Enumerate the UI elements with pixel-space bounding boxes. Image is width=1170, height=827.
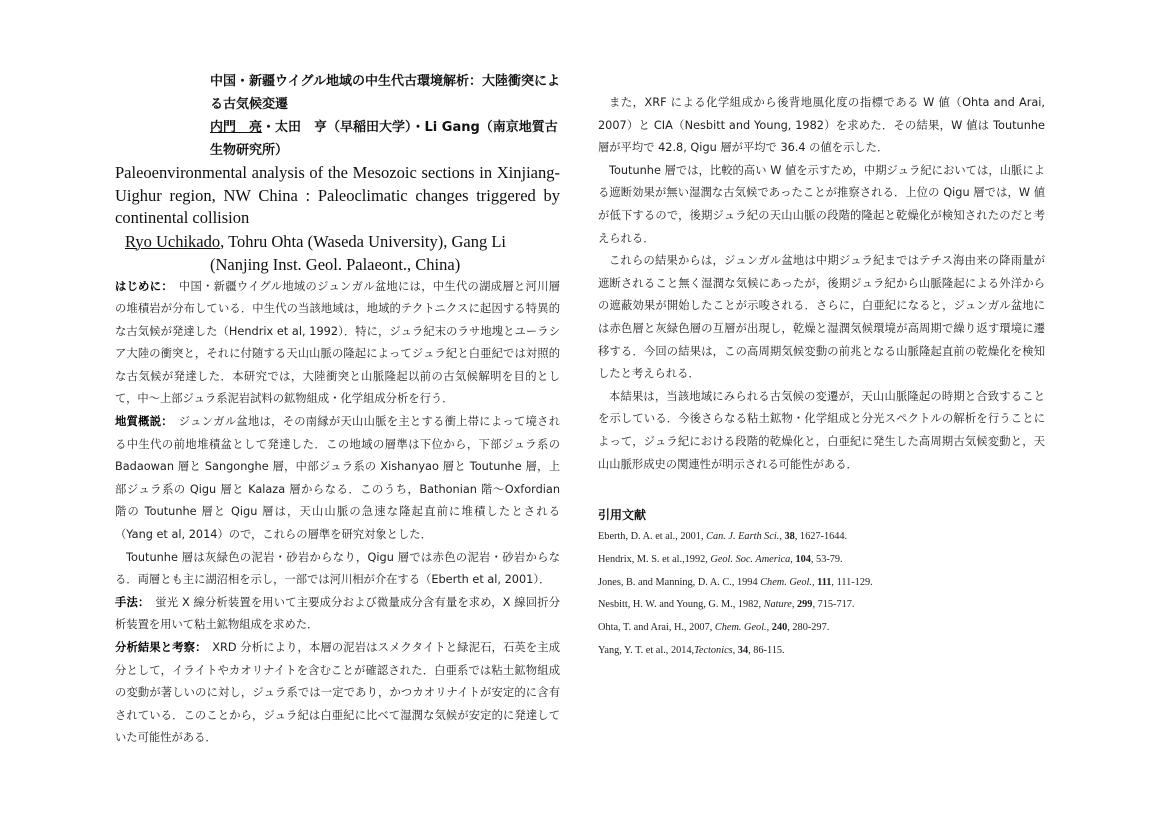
coauthors-en: , Tohru Ohta (Waseda University), Gang Li <box>220 231 507 251</box>
japanese-title: 中国・新疆ウイグル地域の中生代古環境解析：大陸衝突による古気候変遷 <box>210 74 560 112</box>
geology-paragraph-2: Toutunhe 層は灰緑色の泥岩・砂岩からなり，Qigu 層では赤色の泥岩・砂岩からなる．両層とも主に湖沼相を示し，一部では河川相が介在する（Eberth et al, 2001）． <box>115 550 560 587</box>
english-affiliation: (Nanjing Inst. Geol. Palaeont., China) <box>210 254 461 274</box>
geology-heading: 地質概説： <box>115 415 168 429</box>
intro-heading: はじめに： <box>115 279 168 293</box>
reference-volume: 34 <box>737 645 749 657</box>
reference-item <box>598 572 1045 595</box>
reference-authors: Ohta, T. and Arai, H., 2007, <box>598 622 715 634</box>
results-paragraph-5: 本結果は，当該地域にみられる古気候の変遷が，天山山脈隆起の時期と合致することを示している．今後さらなる粘土鉱物・化学組成と分光スペクトルの解析を行うことによって，ジュラ紀における段階的乾燥化と，白亜紀に発生した高周期古気候変動と，天山山脈形成史の関連性が明示される可能性がある． <box>598 389 1045 471</box>
reference-journal: Tectonics, <box>694 645 736 657</box>
results-body: XRD 分析により，本層の泥岩はスメクタイトと緑泥石，石英を主成分として，イライトやカオリナイトを含むことが確認された．白亜系では粘土鉱物組成の変動が著しいのに対し，ジュラ系では一定であり，かつカオリナイトが安定的に含有されている．このことから，ジュラ紀は白亜紀に比べて湿潤な気候が安定的に発達していた可能性がある． <box>115 641 560 745</box>
reference-volume: 104 <box>795 553 811 565</box>
intro-paragraph <box>115 276 560 412</box>
reference-item <box>598 594 1045 617</box>
reference-journal: Can. J. Earth Sci. <box>706 531 780 543</box>
reference-pages: , 86-115. <box>748 645 785 657</box>
reference-separator: , <box>779 531 785 543</box>
reference-authors: Eberth, D. A. et al., 2001, <box>598 531 707 543</box>
results-paragraph <box>115 637 560 750</box>
methods-paragraph <box>115 592 560 637</box>
reference-item <box>598 640 1045 663</box>
reference-authors: Jones, B. and Manning, D. A. C., 1994 <box>598 576 761 588</box>
presenter-name-en: Ryo Uchikado <box>125 231 221 251</box>
reference-authors: Yang, Y. T. et al., 2014, <box>598 645 695 657</box>
reference-pages: , 715-717. <box>812 599 855 611</box>
reference-item <box>598 526 1045 549</box>
reference-pages: , 280-297. <box>787 622 830 634</box>
english-title: Paleoenvironmental analysis of the Mesozoic sections in Xinjiang-Uighur region, NW China : Paleoclimatic changes triggered by continental collision <box>115 163 560 227</box>
results-paragraph-3: Toutunhe 層では，比較的高い W 値を示すため，中期ジュラ紀においては，山脈による遮断効果が無い湿潤な古気候であったことが推察される．上位の Qigu 層では，W 値が低下するので，後期ジュラ紀の天山山脈の段階的隆起と乾燥化が検知されたのだと考えられる． <box>598 163 1045 245</box>
results-heading: 分析結果と考察： <box>115 641 201 654</box>
reference-volume: 38 <box>784 531 795 543</box>
reference-list <box>598 526 1045 663</box>
left-column <box>115 70 560 750</box>
reference-pages: , 1627-1644. <box>794 531 848 543</box>
reference-journal: Nature, <box>763 599 795 611</box>
results-paragraph-2: また，XRF による化学組成から後背地風化度の指標である W 値（Ohta and Arai, 2007）と CIA（Nesbitt and Young, 1982）を求めた．その結果，W 値は Toutunhe 層が平均で 42.8, Qigu 層が平均で 36.4 の値を示した． <box>598 96 1045 155</box>
methods-body: 蛍光 X 線分析装置を用いて主要成分および微量成分含有量を求め，X 線回折分析装置を用いて粘土鉱物組成を求めた． <box>115 595 560 632</box>
reference-journal: Chem. Geol. <box>714 622 767 634</box>
reference-journal: Chem. Geol., <box>760 576 815 588</box>
coauthors-ja: ・太田 亨（早稲田大学）・Li Gang（南京地質古生物研究所） <box>210 120 558 158</box>
references-heading: 引用文献 <box>598 508 647 523</box>
reference-volume: 299 <box>797 599 813 611</box>
methods-heading: 手法： <box>115 595 144 609</box>
presenter-name-ja: 内門 亮 <box>210 120 263 135</box>
reference-item <box>598 617 1045 640</box>
reference-separator: , <box>766 622 772 634</box>
reference-journal: Geol. Soc. America, <box>710 553 793 565</box>
english-authors <box>115 230 560 253</box>
reference-pages: , 111-129. <box>831 576 873 588</box>
reference-volume: 240 <box>771 622 788 634</box>
reference-volume: 111 <box>817 576 832 588</box>
geology-paragraph <box>115 411 560 547</box>
intro-body: 中国・新疆ウイグル地域のジュンガル盆地には，中生代の湖成層と河川層の堆積岩が分布している．中生代の当該地域は，地域的テクトニクスに起因する特異的な古気候が発達した（Hendrix et al, 1992）．特に，ジュラ紀末のラサ地塊とユーラシア大陸の衝突と，それに付随する天山山脈の隆起によってジュラ紀と白亜紀では対照的な古気候が発達した．本研究では，大陸衝突と山脈隆起以前の古気候解明を目的として，中～上部ジュラ系泥岩試料の鉱物組成・化学組成分析を行う． <box>115 279 560 406</box>
reference-item <box>598 549 1045 572</box>
reference-authors: Nesbitt, H. W. and Young, G. M., 1982, <box>598 599 764 611</box>
results-paragraph-4: これらの結果からは，ジュンガル盆地は中期ジュラ紀まではテチス海由来の降雨量が遮断されること無く湿潤な気候にあったが，後期ジュラ紀から山脈隆起による外洋からの遮蔽効果が開始したことが示唆される．さらに，白亜紀になると，ジュンガル盆地には赤色層と灰緑色層の互層が出現し，乾燥と湿潤気候環境が高周期で繰り返す環境に遷移する．今回の結果は，この高周期気候変動の前兆となる山脈隆起直前の乾燥化を検知したと考えられる． <box>598 254 1045 381</box>
reference-pages: , 53-79. <box>810 553 843 565</box>
reference-authors: Hendrix, M. S. et al.,1992, <box>598 553 711 565</box>
geology-body: ジュンガル盆地は，その南縁が天山山脈を主とする衝上帯によって境される中生代の前地堆積盆として発達した．この地域の層準は下位から，下部ジュラ系の Badaowan 層と Sangonghe 層，中部ジュラ系の Xishanyao 層と Toutunhe 層，上部ジュラ系の Qigu 層と Kalaza 層からなる．このうち，Bathonian 階～Oxfordian 階の Toutunhe 層と Qigu 層は，天山山脈の急速な隆起直前に堆積したとされる（Yang et al, 2014）ので，これらの層準を研究対象とした． <box>115 415 561 542</box>
right-column <box>598 70 1045 663</box>
japanese-authors <box>115 116 560 162</box>
